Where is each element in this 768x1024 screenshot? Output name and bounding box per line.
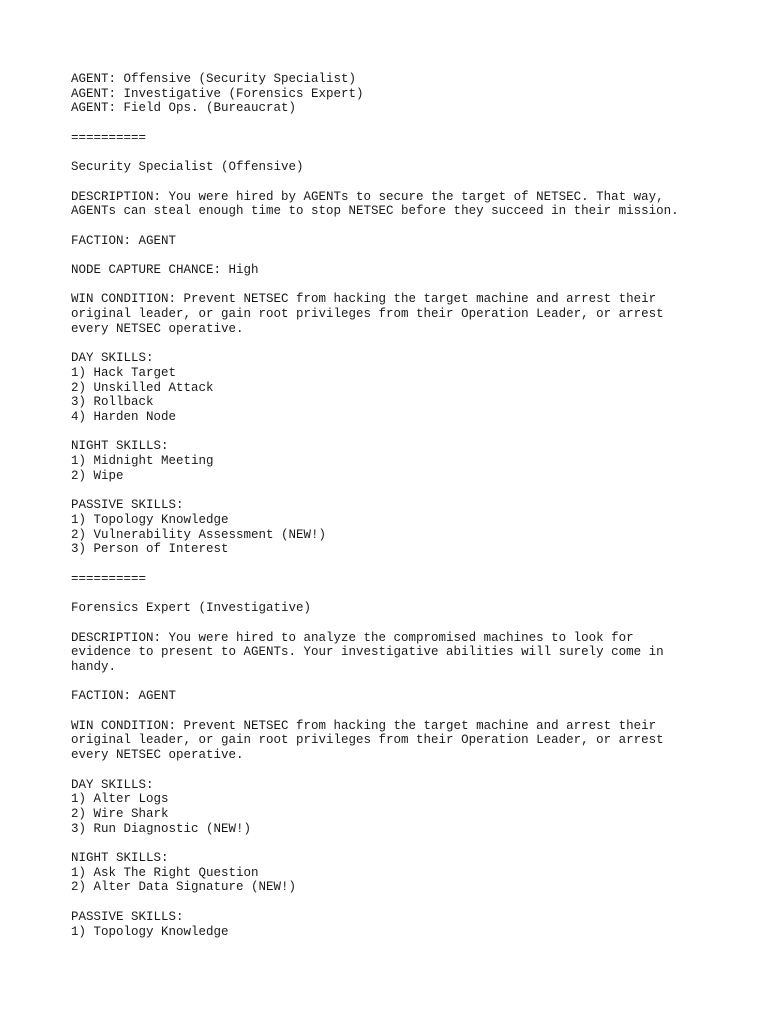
blank-line [71, 425, 751, 440]
text-line: NODE CAPTURE CHANCE: High [71, 263, 259, 278]
text-line: AGENT: Field Ops. (Bureaucrat) [71, 101, 297, 116]
text-line: handy. [71, 659, 117, 674]
blank-line [71, 763, 751, 778]
text-line: WIN CONDITION: Prevent NETSEC from hacking the target machine and arrest their [71, 292, 657, 307]
skills-heading: DAY SKILLS: [71, 777, 154, 792]
list-item: 1) Alter Logs [71, 792, 169, 807]
skills-heading: PASSIVE SKILLS: [71, 498, 184, 513]
text-line: evidence to present to AGENTs. Your investigative abilities will surely come in [71, 645, 664, 660]
blank-line [71, 146, 751, 161]
list-item: 1) Hack Target [71, 365, 177, 380]
blank-line [71, 337, 751, 352]
blank-line [71, 248, 751, 263]
blank-line [71, 616, 751, 631]
blank-line [71, 586, 751, 601]
list-item: 1) Topology Knowledge [71, 924, 229, 939]
list-item: 2) Wire Shark [71, 806, 169, 821]
text-line: FACTION: AGENT [71, 233, 177, 248]
document-page [71, 72, 751, 939]
list-item: 2) Wipe [71, 468, 124, 483]
list-item: 2) Unskilled Attack [71, 380, 214, 395]
blank-line [71, 484, 751, 499]
blank-line [71, 557, 751, 572]
blank-line [71, 704, 751, 719]
section-divider: ========== [71, 130, 147, 145]
text-line: WIN CONDITION: Prevent NETSEC from hacking the target machine and arrest their [71, 718, 657, 733]
list-item: 3) Run Diagnostic (NEW!) [71, 821, 252, 836]
skills-heading: PASSIVE SKILLS: [71, 909, 184, 924]
text-line: AGENT: Offensive (Security Specialist) [71, 72, 357, 86]
text-line: DESCRIPTION: You were hired to analyze the compromised machines to look for [71, 630, 634, 645]
blank-line [71, 219, 751, 234]
role-title: Security Specialist (Offensive) [71, 160, 304, 175]
text-line: original leader, or gain root privileges from their Operation Leader, or arrest [71, 733, 664, 748]
list-item: 2) Vulnerability Assessment (NEW!) [71, 527, 327, 542]
skills-heading: NIGHT SKILLS: [71, 851, 169, 866]
list-item: 3) Rollback [71, 395, 154, 410]
list-item: 2) Alter Data Signature (NEW!) [71, 880, 297, 895]
blank-line [71, 675, 751, 690]
list-item: 1) Topology Knowledge [71, 512, 229, 527]
blank-line [71, 836, 751, 851]
text-line: AGENT: Investigative (Forensics Expert) [71, 86, 364, 101]
list-item: 1) Midnight Meeting [71, 454, 214, 469]
role-title: Forensics Expert (Investigative) [71, 601, 312, 616]
text-line: every NETSEC operative. [71, 748, 244, 763]
text-line: DESCRIPTION: You were hired by AGENTs to secure the target of NETSEC. That way, [71, 189, 664, 204]
text-line: FACTION: AGENT [71, 689, 177, 704]
list-item: 3) Person of Interest [71, 542, 229, 557]
blank-line [71, 175, 751, 190]
blank-line [71, 895, 751, 910]
text-line: every NETSEC operative. [71, 321, 244, 336]
blank-line [71, 278, 751, 293]
text-line: AGENTs can steal enough time to stop NETSEC before they succeed in their mission. [71, 204, 679, 219]
list-item: 4) Harden Node [71, 410, 177, 425]
skills-heading: DAY SKILLS: [71, 351, 154, 366]
list-item: 1) Ask The Right Question [71, 865, 259, 880]
skills-heading: NIGHT SKILLS: [71, 439, 169, 454]
text-line: original leader, or gain root privileges from their Operation Leader, or arrest [71, 307, 664, 322]
section-divider: ========== [71, 571, 147, 586]
blank-line [71, 116, 751, 131]
